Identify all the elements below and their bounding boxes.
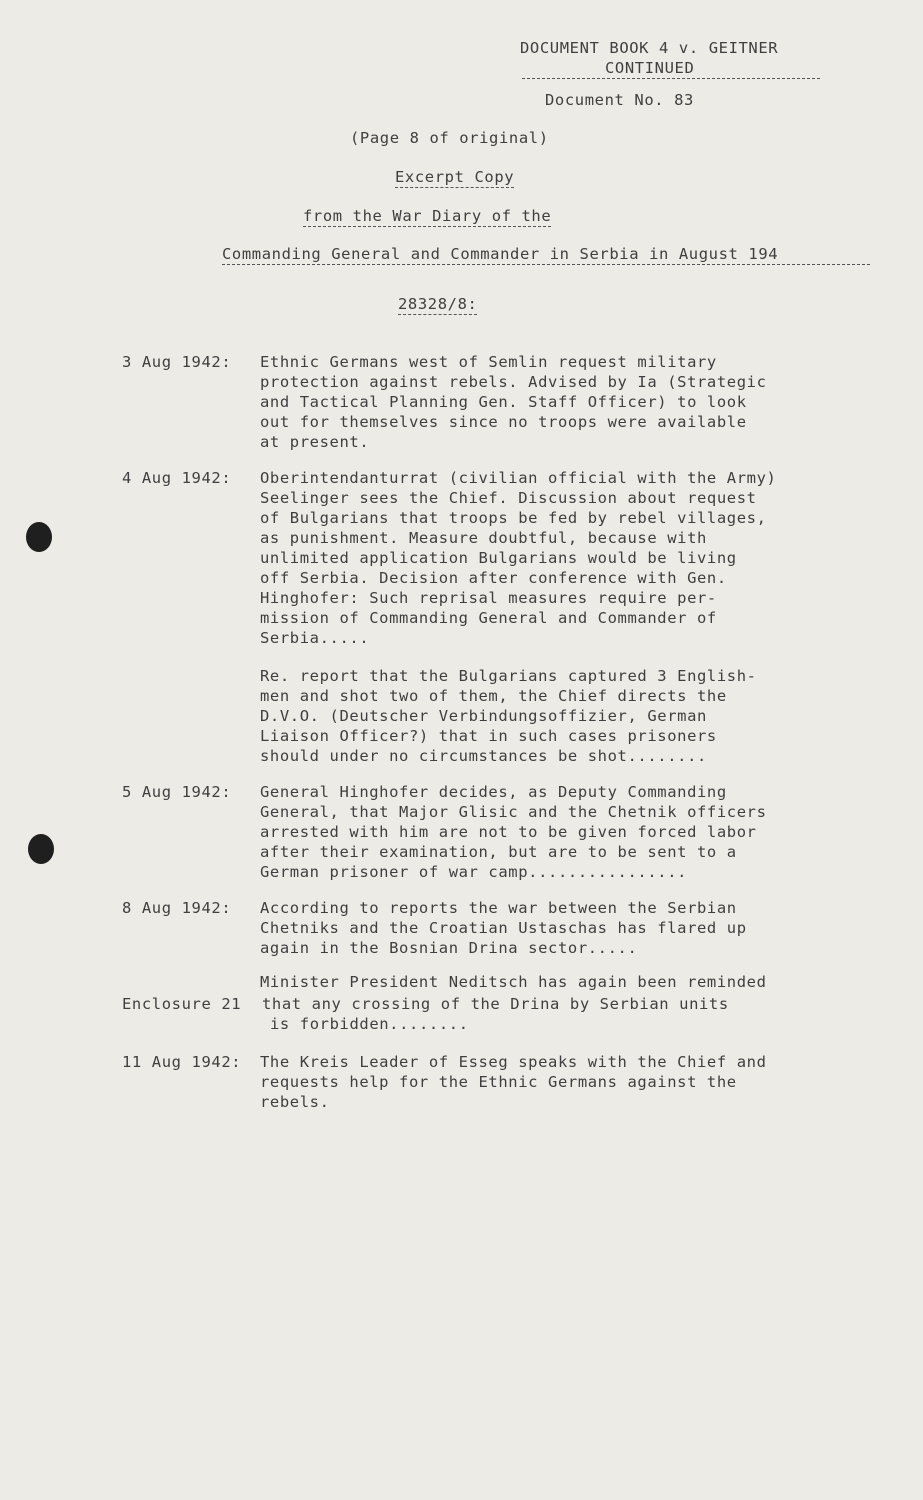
entry-text: The Kreis Leader of Esseg speaks with the Chief and requests help for the Ethnic Germans against the rebels.: [260, 1053, 767, 1111]
entry-date: 5 Aug 1942:: [122, 783, 232, 801]
commanding-general-heading: Commanding General and Commander in Serbia in August 194: [222, 244, 870, 265]
entry-text: According to reports the war between the Serbian Chetniks and the Croatian Ustaschas has flared up again in the Bosnian Drina sector.....: [260, 899, 747, 957]
document-book-title: DOCUMENT BOOK 4 v. GEITNER: [520, 39, 779, 57]
entry-text-continued: Minister President Neditsch has again been reminded: [260, 973, 767, 991]
document-book-continued: CONTINUED: [605, 59, 695, 77]
entry-date: 11 Aug 1942:: [122, 1053, 242, 1071]
entry-date: 4 Aug 1942:: [122, 469, 232, 487]
entry-text-continued: that any crossing of the Drina by Serbian units: [262, 995, 729, 1013]
page-reference: (Page 8 of original): [350, 129, 549, 147]
enclosure-label: Enclosure 21: [122, 995, 242, 1013]
entry-date: 8 Aug 1942:: [122, 899, 232, 917]
header-divider: [522, 78, 820, 79]
entry-date: 3 Aug 1942:: [122, 353, 232, 371]
punch-hole-top: [26, 522, 52, 552]
reference-number: 28328/8:: [398, 295, 478, 313]
excerpt-heading: Excerpt Copy: [395, 168, 515, 186]
entry-text-continued: is forbidden........: [270, 1015, 469, 1033]
entry-text-continued: Re. report that the Bulgarians captured 3 English- men and shot two of them, the Chief directs the D.V.O. (Deutscher Verbindungsoffizier, German Liaison Officer?) that in such cases prisoners should under no circumstances be shot........: [260, 667, 757, 765]
war-diary-heading: from the War Diary of the: [303, 207, 552, 225]
entry-text: General Hinghofer decides, as Deputy Commanding General, that Major Glisic and the Chetnik officers arrested with him are not to be given forced labor after their examination, but are to be sent to a German prisoner of war camp................: [260, 783, 767, 881]
entry-text: Oberintendanturrat (civilian official with the Army) Seelinger sees the Chief. Discussion about request of Bulgarians that troops be fed by rebel villages, as punishment. Measure doubtful, because with unlimited application Bulgarians would be living off Serbia. Decision after conference with Gen. Hinghofer: Such reprisal measures require per- mission of Commanding General and Commander of Serbia.....: [260, 469, 777, 647]
punch-hole-bottom: [28, 834, 54, 864]
entry-text: Ethnic Germans west of Semlin request military protection against rebels. Advised by Ia (Strategic and Tactical Planning Gen. Staff Officer) to look out for themselves since no troops were available at present.: [260, 353, 767, 451]
document-number: Document No. 83: [545, 91, 694, 109]
